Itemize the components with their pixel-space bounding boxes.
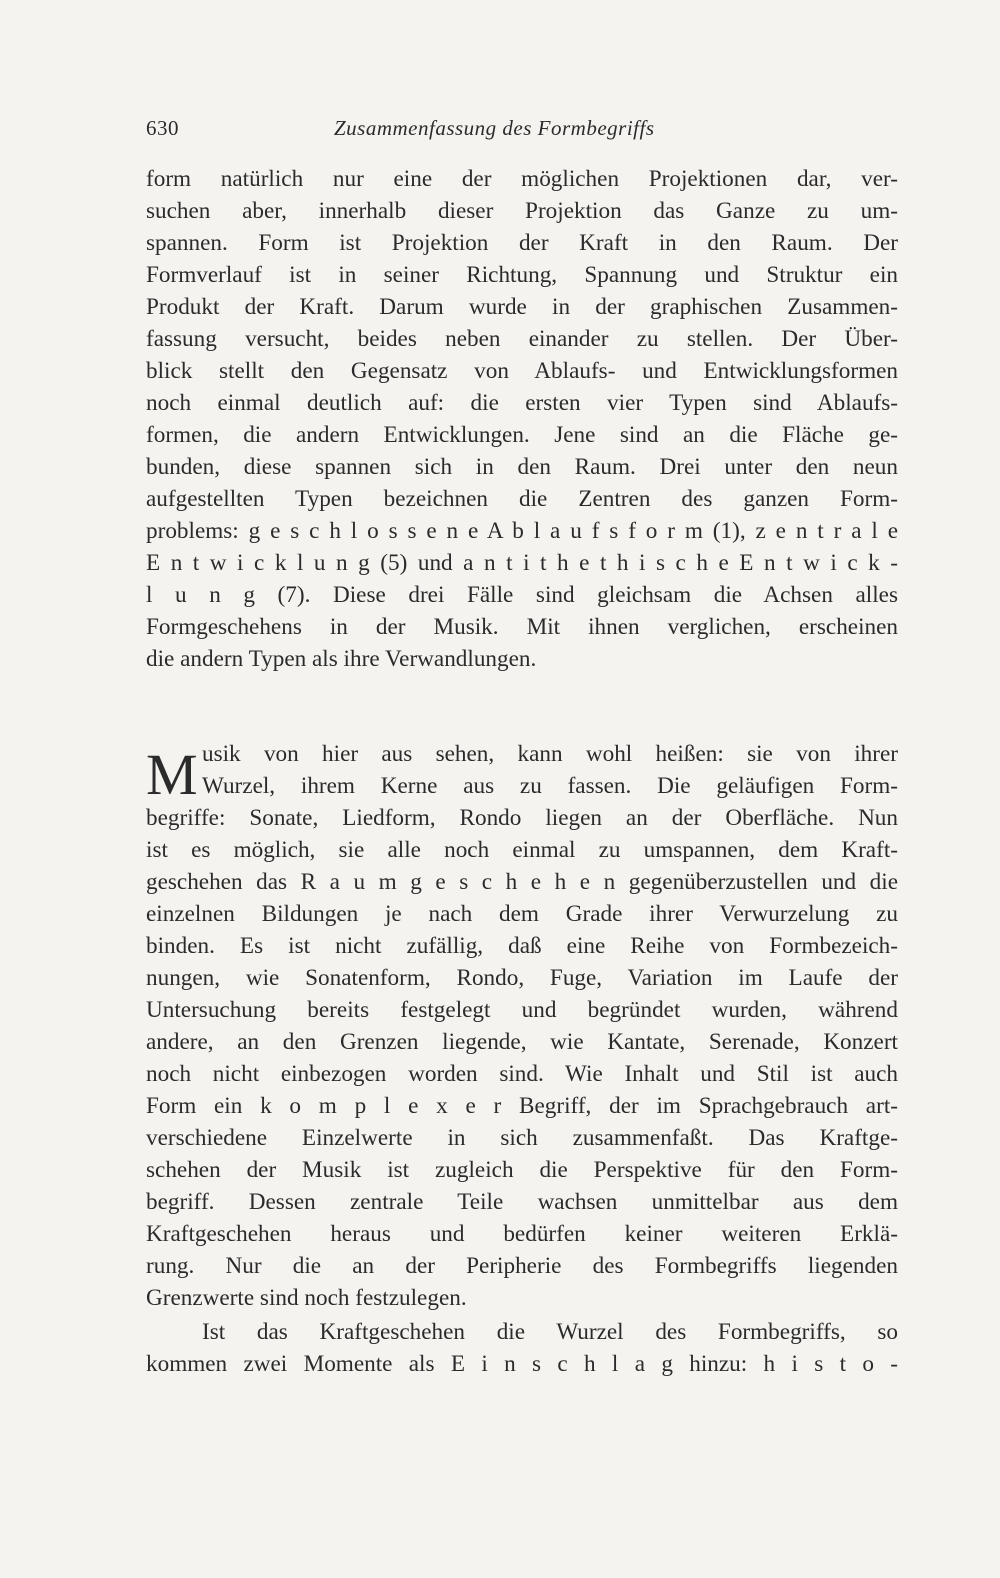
- text-line: Kraftgeschehen heraus und bedürfen keiner weiteren Erklä-: [146, 1221, 898, 1247]
- paragraph-2: [146, 738, 898, 1314]
- text-line: aufgestellten Typen bezeichnen die Zentren des ganzen Form-: [146, 486, 898, 512]
- text-line: rung. Nur die an der Peripherie des Formbegriffs liegenden: [146, 1253, 898, 1279]
- text-line: schehen der Musik ist zugleich die Perspektive für den Form-: [146, 1157, 898, 1183]
- text-line: form natürlich nur eine der möglichen Projektionen dar, ver-: [146, 166, 898, 192]
- paragraph-3: [146, 1316, 898, 1380]
- text-line: suchen aber, innerhalb dieser Projektion das Ganze zu um-: [146, 198, 898, 224]
- text-line: usik von hier aus sehen, kann wohl heißen: sie von ihrer: [202, 741, 898, 767]
- text-line: Produkt der Kraft. Darum wurde in der graphischen Zusammen-: [146, 294, 898, 320]
- text-line: spannen. Form ist Projektion der Kraft in den Raum. Der: [146, 230, 898, 256]
- text-line: problems: g e s c h l o s s e n e A b l a u f s f o r m (1), z e n t r a l e: [146, 518, 898, 544]
- text-line: begriff. Dessen zentrale Teile wachsen unmittelbar aus dem: [146, 1189, 898, 1215]
- text-line: kommen zwei Momente als E i n s c h l a g hinzu: h i s t o -: [146, 1351, 898, 1377]
- text-line: E n t w i c k l u n g (5) und a n t i t h e t h i s c h e E n t w i c k -: [146, 550, 898, 576]
- text-line: noch einmal deutlich auf: die ersten vier Typen sind Ablaufs-: [146, 390, 898, 416]
- text-line: fassung versucht, beides neben einander zu stellen. Der Über-: [146, 326, 898, 352]
- text-line: Formverlauf ist in seiner Richtung, Spannung und Struktur ein: [146, 262, 898, 288]
- text-line: blick stellt den Gegensatz von Ablaufs- und Entwicklungsformen: [146, 358, 898, 384]
- drop-cap: M: [146, 742, 198, 807]
- text-line: begriffe: Sonate, Liedform, Rondo liegen an der Oberfläche. Nun: [146, 805, 898, 831]
- text-line: Grenzwerte sind noch festzulegen.: [146, 1285, 467, 1311]
- text-line: Ist das Kraftgeschehen die Wurzel des Formbegriffs, so: [202, 1319, 898, 1345]
- text-line: formen, die andern Entwicklungen. Jene sind an die Fläche ge-: [146, 422, 898, 448]
- text-line: verschiedene Einzelwerte in sich zusammenfaßt. Das Kraftge-: [146, 1125, 898, 1151]
- text-line: Wurzel, ihrem Kerne aus zu fassen. Die geläufigen Form-: [202, 773, 898, 799]
- text-line: ist es möglich, sie alle noch einmal zu umspannen, dem Kraft-: [146, 837, 898, 863]
- text-line: binden. Es ist nicht zufällig, daß eine Reihe von Formbezeich-: [146, 933, 898, 959]
- text-line: nungen, wie Sonatenform, Rondo, Fuge, Variation im Laufe der: [146, 965, 898, 991]
- text-line: bunden, diese spannen sich in den Raum. Drei unter den neun: [146, 454, 898, 480]
- paragraph-1: [146, 163, 898, 675]
- page-number: 630: [146, 116, 179, 140]
- running-title: Zusammenfassung des Formbegriffs: [334, 116, 655, 140]
- text-line: Untersuchung bereits festgelegt und begründet wurden, während: [146, 997, 898, 1023]
- text-line: andere, an den Grenzen liegende, wie Kantate, Serenade, Konzert: [146, 1029, 898, 1055]
- text-line: geschehen das R a u m g e s c h e h e n gegenüberzustellen und die: [146, 869, 898, 895]
- text-line: Formgeschehens in der Musik. Mit ihnen verglichen, erscheinen: [146, 614, 898, 640]
- page-header: [146, 116, 898, 150]
- text-line: noch nicht einbezogen worden sind. Wie Inhalt und Stil ist auch: [146, 1061, 898, 1087]
- text-line: die andern Typen als ihre Verwandlungen.: [146, 646, 537, 672]
- text-line: einzelnen Bildungen je nach dem Grade ihrer Verwurzelung zu: [146, 901, 898, 927]
- text-line: Form ein k o m p l e x e r Begriff, der im Sprachgebrauch art-: [146, 1093, 898, 1119]
- text-line: l u n g (7). Diese drei Fälle sind gleichsam die Achsen alles: [146, 582, 898, 608]
